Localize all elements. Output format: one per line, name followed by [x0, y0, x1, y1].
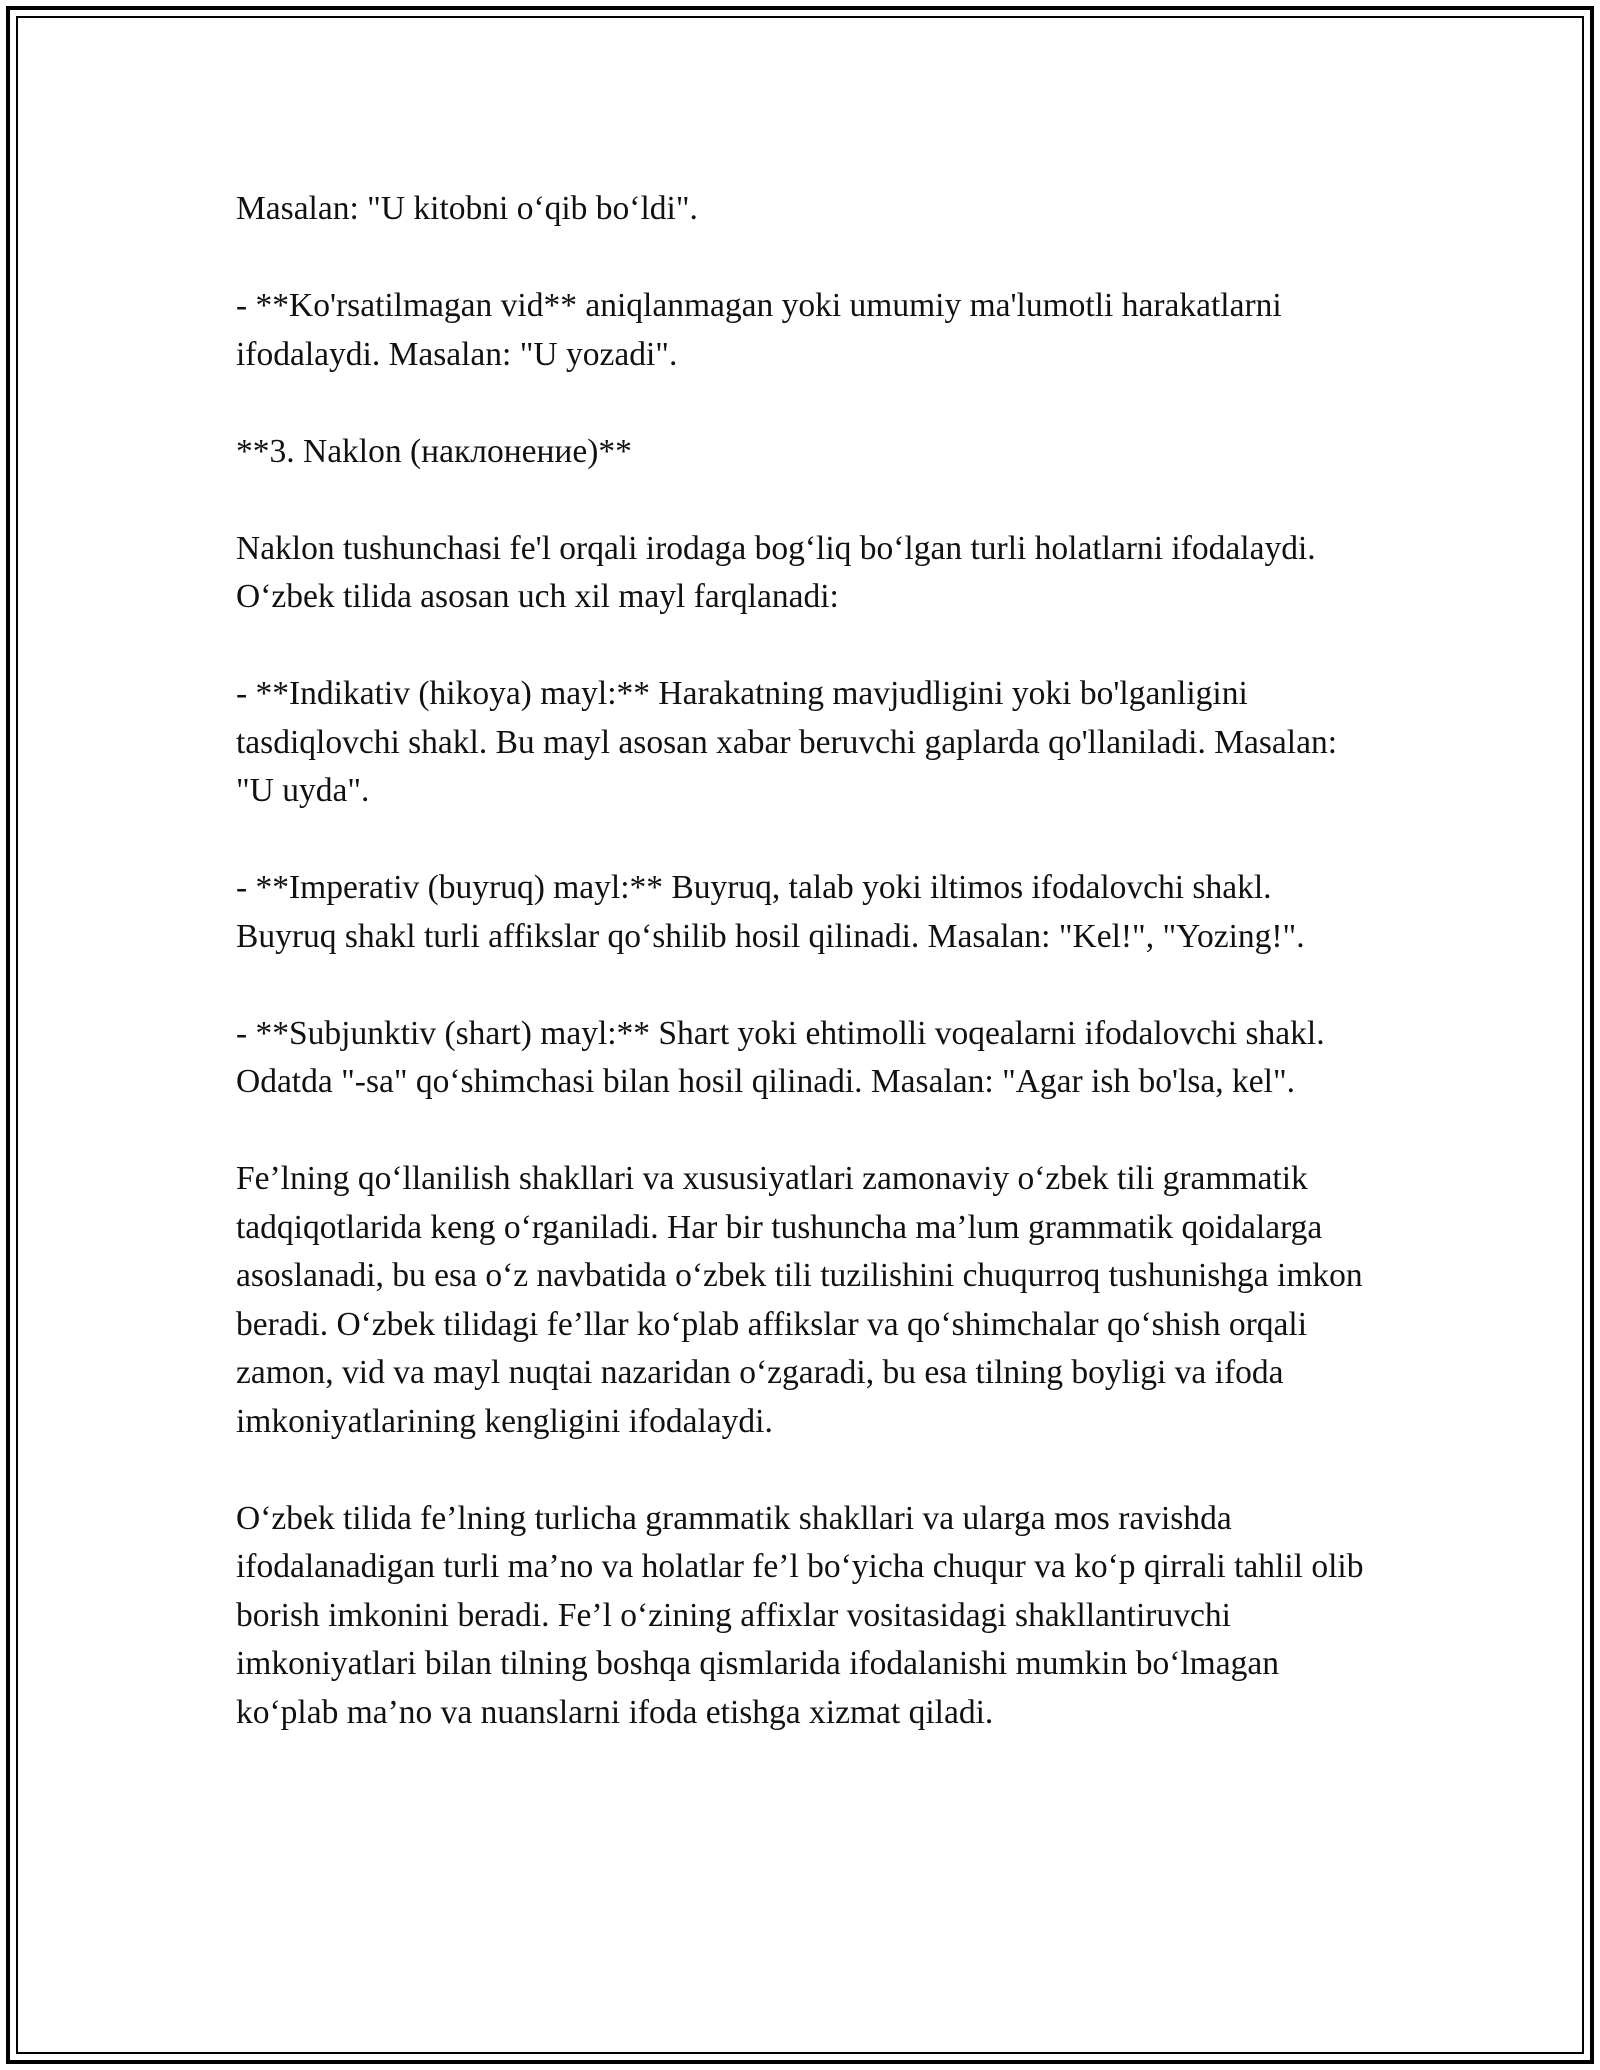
section-heading-naklon: **3. Naklon (наклонение)** [236, 432, 632, 470]
paragraph-example-completed: Masalan: "U kitobni o‘qib bo‘ldi". [236, 190, 698, 227]
document-body [236, 185, 1376, 1737]
paragraph-subjunctive-mood: - **Subjunktiv (shart) mayl:** Shart yoki ehtimolli voqealarni ifodalovchi shakl. Odatda "-sa" qo‘shimchasi bilan hosil qilinadi. Masalan: "Agar ish bo'lsa, kel". [236, 1014, 1325, 1100]
paragraph-verb-analysis-conclusion: O‘zbek tilida fe’lning turlicha grammatik shakllari va ularga mos ravishda ifodalanadigan turli ma’no va holatlar fe’l bo‘yicha chuqur va ko‘p qirrali tahlil olib borish imkonini beradi. Fe’l o‘zining affixlar vositasidagi shakllantiruvchi imkoniyatlari bilan tilning boshqa qismlarida ifodalanishi mumkin bo‘lmagan ko‘plab ma’no va nuanslarni ifoda etishga xizmat qiladi. [236, 1499, 1364, 1731]
paragraph-naklon-intro: Naklon tushunchasi fe'l orqali irodaga bog‘liq bo‘lgan turli holatlarni ifodalaydi. O‘zbek tilida asosan uch xil mayl farqlanadi: [236, 529, 1316, 615]
paragraph-indicative-mood: - **Indikativ (hikoya) mayl:** Harakatning mavjudligini yoki bo'lganligini tasdiqlovchi shakl. Bu mayl asosan xabar beruvchi gaplarda qo'llaniladi. Masalan: "U uyda". [236, 675, 1338, 809]
paragraph-verb-forms-study: Fe’lning qo‘llanilish shakllari va xususiyatlari zamonaviy o‘zbek tili grammatik tadqiqotlarida keng o‘rganiladi. Har bir tushuncha ma’lum grammatik qoidalarga asoslanadi, bu esa o‘z navbatida o‘zbek tili tuzilishini chuqurroq tushunishga imkon beradi. O‘zbek tilidagi fe’llar ko‘plab affikslar va qo‘shimchalar qo‘shish orqali zamon, vid va mayl nuqtai nazaridan o‘zgaradi, bu esa tilning boyligi va ifoda imkoniyatlarining kengligini ifodalaydi. [236, 1160, 1363, 1440]
paragraph-unspecified-aspect: - **Ko'rsatilmagan vid** aniqlanmagan yoki umumiy ma'lumotli harakatlarni ifodalaydi. Masalan: "U yozadi". [236, 287, 1282, 373]
paragraph-imperative-mood: - **Imperativ (buyruq) mayl:** Buyruq, talab yoki iltimos ifodalovchi shakl. Buyruq shakl turli affikslar qo‘shilib hosil qilinadi. Masalan: "Kel!", "Yozing!". [236, 869, 1305, 955]
